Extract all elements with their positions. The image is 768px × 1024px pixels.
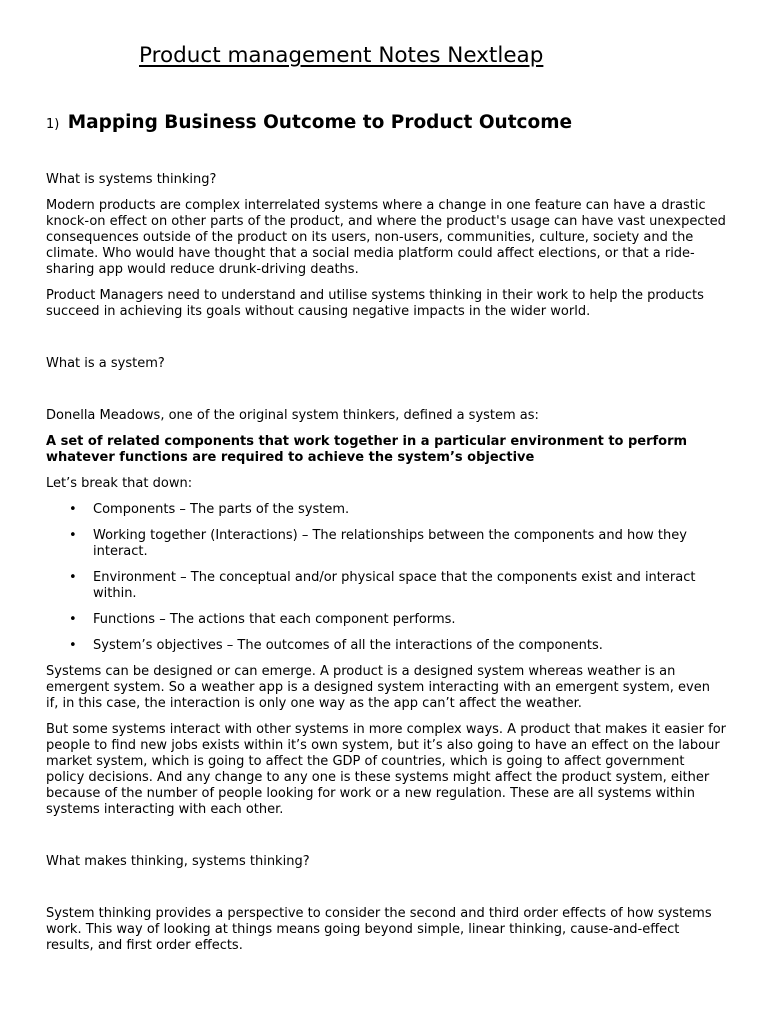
bullet-icon: • [69, 570, 77, 585]
paragraph-break-down: Let’s break that down: [46, 476, 193, 491]
section-heading [46, 107, 572, 138]
list-item-text: Environment – The conceptual and/or physical space that the components exist and interact within. [93, 570, 696, 601]
section-number: 1) [46, 117, 60, 132]
list-item-text: System’s objectives – The outcomes of all the interactions of the components. [93, 638, 603, 653]
question-systems-thinking-makes: What makes thinking, systems thinking? [46, 854, 310, 869]
section-title: Mapping Business Outcome to Product Outcome [67, 112, 573, 133]
bullet-icon: • [69, 612, 77, 627]
list-item [69, 528, 726, 560]
paragraph-complex-systems: But some systems interact with other systems in more complex ways. A product that makes it easier for people to find new jobs exists within it’s own system, but it’s also going to have an effect on the labour market system, which is going to affect the GDP of countries, which is going to affect government policy decisions. And any change to any one is these systems might affect the product system, either because of the number of people looking for work or a new regulation. These are all systems within systems interacting with each other. [46, 722, 726, 817]
list-item [69, 570, 726, 602]
bullet-icon: • [69, 638, 77, 653]
bullet-icon: • [69, 528, 77, 543]
list-item [69, 502, 726, 518]
paragraph-modern-products: Modern products are complex interrelated systems where a change in one feature can have a drastic knock-on effect on other parts of the product, and where the product's usage can have vast unexpected consequences outside of the product on its users, non-users, communities, culture, society and the climate. Who would have thought that a social media platform could affect elections, or that a ride-sharing app would reduce drunk-driving deaths. [46, 198, 726, 277]
paragraph-donella-meadows: Donella Meadows, one of the original system thinkers, defined a system as: [46, 408, 539, 423]
paragraph-designed-emergent: Systems can be designed or can emerge. A product is a designed system whereas weather is an emergent system. So a weather app is a designed system interacting with an emergent system, even if, in this case, the interaction is only one way as the app can’t affect the weather. [46, 664, 710, 711]
list-item [69, 612, 726, 628]
document-title: Product management Notes Nextleap [139, 43, 544, 68]
question-what-is-system: What is a system? [46, 356, 165, 371]
list-item [69, 638, 726, 654]
paragraph-product-managers: Product Managers need to understand and utilise systems thinking in their work to help the products succeed in achieving its goals without causing negative impacts in the wider world. [46, 288, 704, 319]
list-item-text: Functions – The actions that each component performs. [93, 612, 456, 627]
question-systems-thinking: What is systems thinking? [46, 172, 217, 187]
bullet-icon: • [69, 502, 77, 517]
list-item-text: Working together (Interactions) – The relationships between the components and how they interact. [93, 528, 687, 559]
document-body [46, 172, 726, 954]
system-definition: A set of related components that work together in a particular environment to perform whatever functions are required to achieve the system’s objective [46, 434, 688, 465]
paragraph-perspective: System thinking provides a perspective to consider the second and third order effects of how systems work. This way of looking at things means going beyond simple, linear thinking, cause-and-effect results, and first order effects. [46, 906, 712, 953]
components-list [46, 502, 726, 654]
list-item-text: Components – The parts of the system. [93, 502, 350, 517]
